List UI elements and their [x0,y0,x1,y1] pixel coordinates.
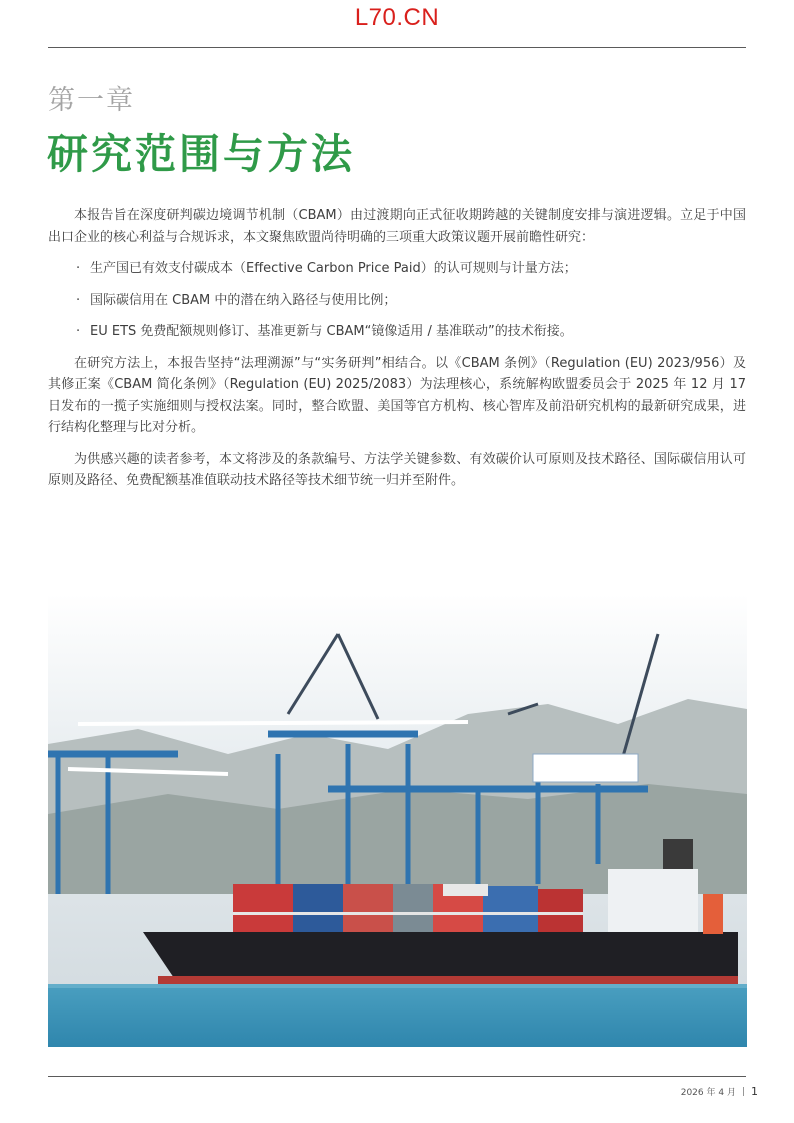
method-paragraph: 在研究方法上，本报告坚持“法理溯源”与“实务研判”相结合。以《CBAM 条例》（Regulation (EU) 2023/956）及其修正案《CBAM 简化条例》（Regulation (EU) 2025/2083）为法理核心，系统解构欧盟委员会于 2025 年 12 月 17 日发布的一揽子实施细则与授权法案。同时，整合欧盟、美国等官方机构、核心智库及前沿研究机构的最新研究成果，进行结构化整理与比对分析。 [48,355,746,435]
list-item-text: EU ETS 免费配额规则修订、基准更新与 CBAM“镜像适用 / 基准联动”的技术衔接。 [90,324,573,339]
list-item-text: 生产国已有效支付碳成本（Effective Carbon Price Paid）的认可规则与计量方法； [90,261,577,276]
footer-separator: | [741,1086,745,1097]
list-item [76,321,746,343]
site-logo: L70.CN [354,4,440,31]
bullet-icon: · [76,324,81,339]
intro-paragraph: 本报告旨在深度研判碳边境调节机制（CBAM）由过渡期向正式征收期跨越的关键制度安排与演进逻辑。立足于中国出口企业的核心利益与合规诉求，本文聚焦欧盟尚待明确的三项重大政策议题开展前瞻性研究： [48,208,746,245]
footer-date: 2026 年 4 月 [680,1088,736,1098]
list-item-text: 国际碳信用在 CBAM 中的潜在纳入路径与使用比例； [90,292,397,308]
bullet-icon: · [76,292,81,308]
note-paragraph: 为供感兴趣的读者参考，本文将涉及的条款编号、方法学关键参数、有效碳价认可原则及技术路径、国际碳信用认可原则及路径、免费配额基准值联动技术路径等技术细节统一归并至附件。 [48,451,746,488]
container-port-photo [48,594,747,1047]
bullet-icon: · [76,261,81,276]
list-item [76,258,746,280]
chapter-title: 研究范围与方法 [47,130,355,178]
page-number: 1 [751,1085,758,1098]
page-footer [681,1085,758,1098]
body-text [48,205,746,502]
list-item [76,290,746,312]
topic-list [48,258,746,343]
chapter-label: 第一章 [48,85,135,116]
footer-divider [48,1076,746,1077]
header-divider [48,47,746,48]
